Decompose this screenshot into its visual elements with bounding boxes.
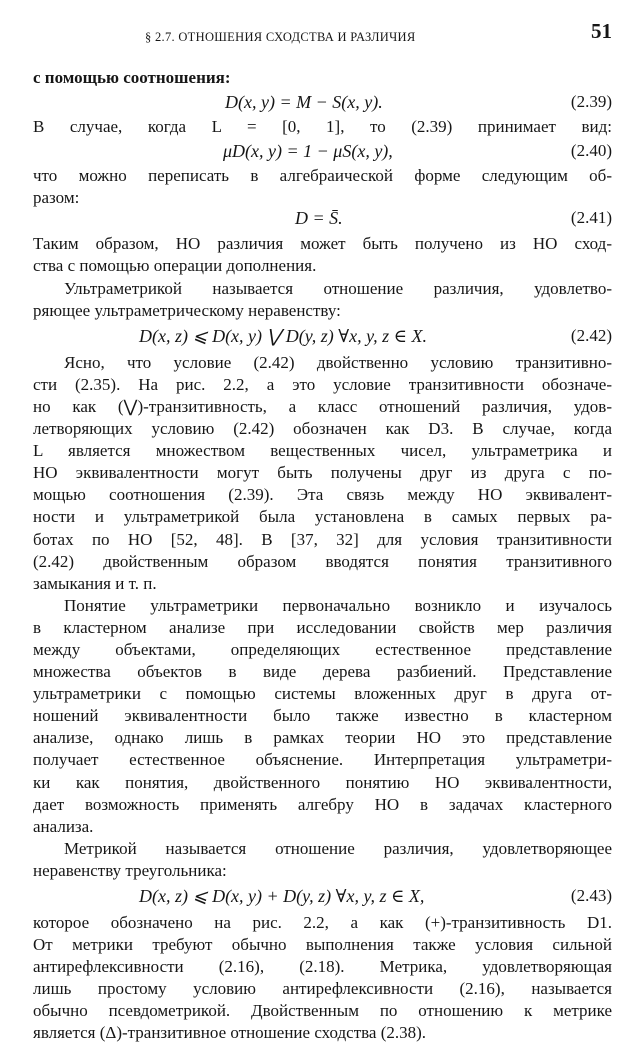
equation-number: (2.43)	[570, 886, 612, 905]
text-line: ства с помощью операции дополнения.	[33, 256, 317, 276]
equation-formula: D(x, z) ⩽ D(x, y) + D(y, z) ∀x, y, z ∈ X,	[139, 886, 425, 906]
text-line: множества объектов в виде дерева разбиений. Представление	[33, 662, 612, 682]
running-header	[33, 20, 612, 46]
text-line: анализе, однако лишь в рамках теории НО это представление	[33, 728, 612, 748]
text-line: антирефлексивности (2.16), (2.18). Метрика, удовлетворяющая	[33, 957, 612, 977]
equation-2-41	[33, 209, 612, 233]
text-line: L является множеством вещественных чисел, ультраметрика и	[33, 441, 612, 461]
text-line: между объектами, определяющих естественное представление	[33, 639, 612, 659]
text-line: НО эквивалентности могут быть получены друг из друга с по-	[33, 463, 612, 483]
text-line: что можно переписать в алгебраической форме следующим об-	[33, 166, 612, 186]
text-line: с помощью соотношения:	[33, 68, 231, 87]
text-line: разом:	[33, 188, 80, 208]
text-line: в кластерном анализе при исследовании свойств мер различия	[33, 617, 612, 637]
equation-2-39	[33, 89, 612, 116]
text-line: От метрики требуют обычно выполнения также условия сильной	[33, 935, 612, 955]
text-line: является (Δ)-транзитивное отношение сходства (2.38).	[33, 1023, 427, 1043]
text-line: мощью соотношения (2.39). Эта связь между НО эквивалент-	[33, 485, 612, 505]
text-line: но как (⋁)-транзитивность, а класс отношений различия, удов-	[33, 396, 612, 416]
text-line: замыкания и т. п.	[33, 573, 157, 593]
text-line: ультраметрики с помощью системы вложенных друг в друга от-	[33, 684, 612, 704]
text-line: (2.42) двойственным образом вводятся понятия транзитивного	[33, 551, 612, 571]
text-line: неравенству треугольника:	[33, 860, 227, 880]
text-line: ботах по НО [52, 48]. В [37, 32] для условия транзитивности	[33, 529, 612, 549]
text-line: ряющее ультраметрическому неравенству:	[33, 300, 341, 320]
equation-2-42	[33, 322, 612, 352]
text-line: В случае, когда L = [0, 1], то (2.39) принимает вид:	[33, 117, 612, 137]
equation-number: (2.40)	[570, 141, 612, 161]
text-line: дает возможность применять алгебру НО в задачах кластерного	[33, 794, 612, 814]
equation-number: (2.39)	[570, 92, 612, 112]
running-title: § 2.7. ОТНОШЕНИЯ СХОДСТВА И РАЗЛИЧИЯ	[145, 30, 416, 44]
equation-2-43	[33, 882, 612, 912]
text-line: которое обозначено на рис. 2.2, а как (+)-транзитивность D1.	[33, 913, 612, 932]
page-body	[33, 67, 612, 1045]
page-number: 51	[591, 19, 612, 43]
text-line: Ультраметрикой называется отношение различия, удовлетво-	[64, 278, 612, 298]
text-line: Метрикой называется отношение различия, удовлетворяющее	[64, 838, 612, 858]
text-line: Ясно, что условие (2.42) двойственно условию транзитивно-	[64, 352, 612, 372]
equation-number: (2.42)	[570, 325, 612, 345]
equation-formula: D(x, z) ⩽ D(x, y) ⋁ D(y, z) ∀x, y, z ∈ X.	[139, 325, 427, 346]
equation-number: (2.41)	[570, 208, 612, 228]
text-line: Понятие ультраметрики первоначально возникло и изучалось	[64, 595, 612, 615]
equation-2-40	[33, 138, 612, 165]
text-line: анализа.	[33, 816, 94, 836]
text-line: сти (2.35). На рис. 2.2, а это условие транзитивности обозначе-	[33, 374, 612, 394]
text-line: лишь простому условию антирефлексивности (2.16), называется	[33, 979, 612, 999]
text-line: обычно псевдометрикой. Двойственным по отношению к метрике	[33, 1001, 612, 1021]
text-line: ки как понятия, двойственного понятию НО эквивалентности,	[33, 772, 612, 792]
text-line: летворяющих условию (2.42) обозначен как D3. В случае, когда	[33, 419, 612, 439]
text-line: получает естественное объяснение. Интерпретация ультраметри-	[33, 750, 612, 770]
equation-formula: D = S̄.	[295, 208, 343, 229]
text-line: ности и ультраметрикой была установлена в самых первых ра-	[33, 507, 612, 527]
text-line: ношений эквивалентности было также известно в кластерном	[33, 706, 612, 726]
equation-formula: μD(x, y) = 1 − μS(x, y),	[223, 141, 393, 162]
equation-formula: D(x, y) = M − S(x, y).	[225, 92, 383, 113]
text-line: Таким образом, НО различия может быть получено из НО сход-	[33, 234, 612, 254]
